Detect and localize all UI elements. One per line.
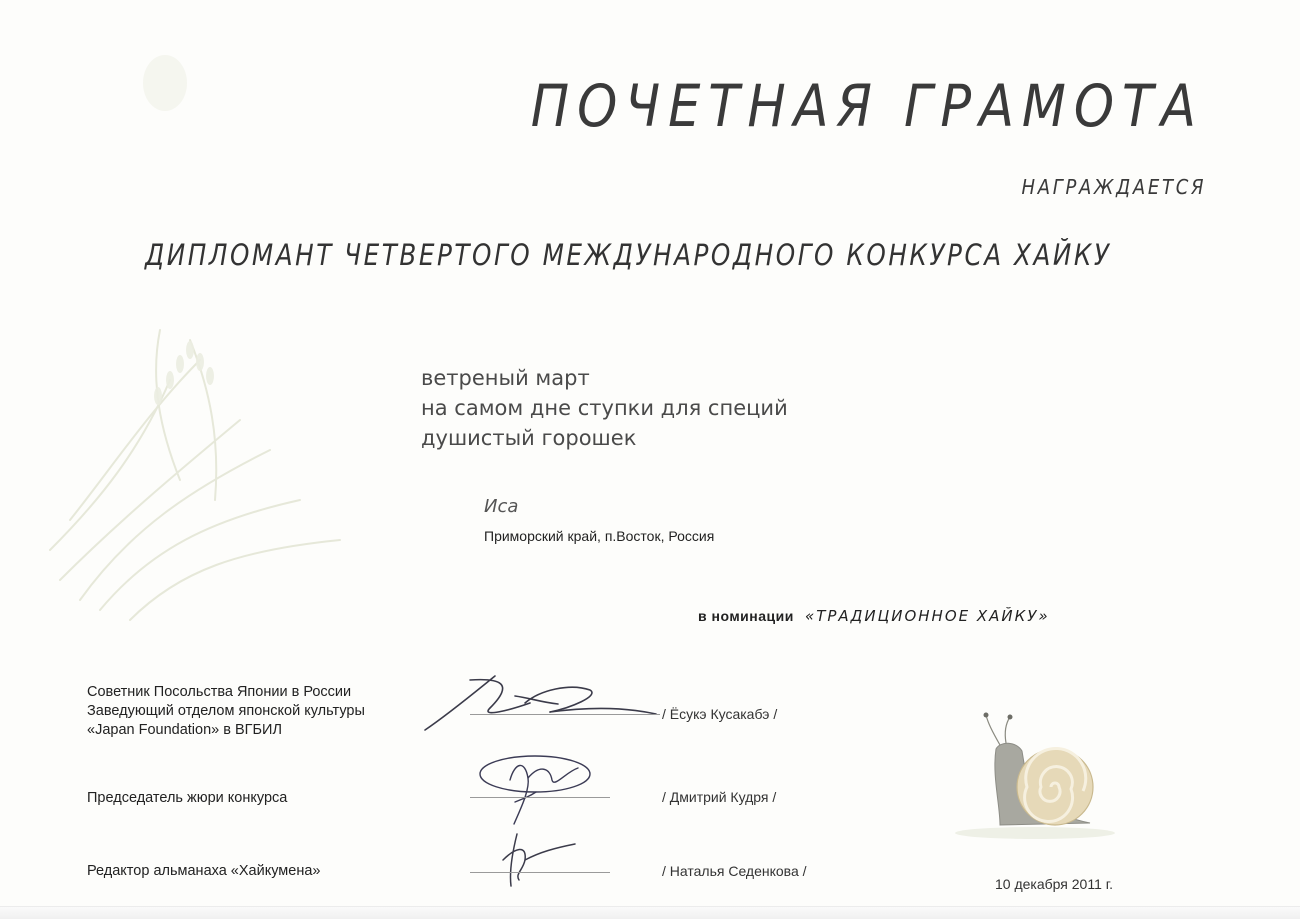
page-bottom-edge [0,906,1300,919]
poem-line: душистый горошек [421,426,637,450]
poem-line: на самом дне ступки для специй [421,396,788,420]
signatory-name: / Наталья Седенкова / [662,863,807,879]
certificate-date: 10 декабря 2011 г. [995,876,1114,892]
awarded-label: НАГРАЖДАЕТСЯ [1021,175,1206,199]
role-line: Редактор альманаха «Хайкумена» [87,863,321,879]
role-line: Заведующий отделом японской культуры [87,703,365,719]
signatory-name: / Ёсукэ Кусакабэ / [662,706,778,722]
grass-watermark [40,300,370,630]
signatory-role [87,683,365,740]
signature-line [470,872,610,873]
signatory-role [87,789,287,808]
signature-line [470,797,610,798]
signature-1 [420,668,660,738]
role-line: Председатель жюри конкурса [87,790,288,806]
author-name: Иса [484,496,519,517]
certificate-title: ПОЧЕТНАЯ ГРАМОТА [530,72,1204,140]
haiku-poem [421,363,788,453]
role-line: Советник Посольства Японии в России [87,684,352,700]
nomination-value: «ТРАДИЦИОННОЕ ХАЙКУ» [804,607,1050,625]
role-line: «Japan Foundation» в ВГБИЛ [87,722,282,738]
nomination [698,606,1050,625]
corner-smudge-decoration [135,45,195,115]
signatory-role [87,862,320,881]
signature-2 [470,750,610,830]
author-location: Приморский край, п.Восток, Россия [484,528,715,544]
signature-3 [495,830,585,890]
poem-line: ветреный март [421,366,590,390]
diploma-subtitle: ДИПЛОМАНТ ЧЕТВЕРТОГО МЕЖДУНАРОДНОГО КОНКУРСА ХАЙКУ [145,238,1112,272]
snail-illustration [930,705,1120,845]
signature-line [470,714,660,715]
signatory-name: / Дмитрий Кудря / [662,789,777,805]
nomination-label: в номинации [698,608,794,624]
